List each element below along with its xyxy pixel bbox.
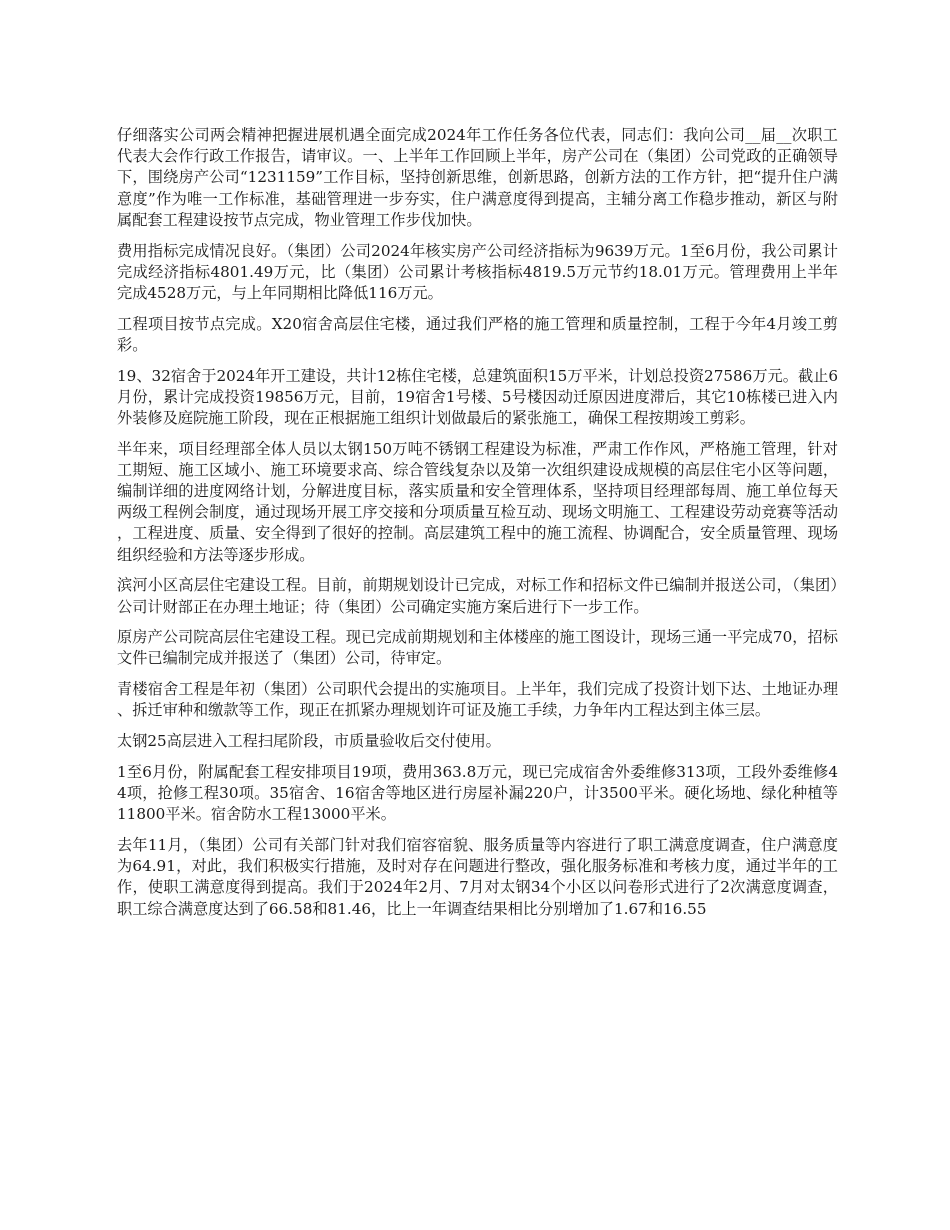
- paragraph-cost-indicators: 费用指标完成情况良好。（集团）公司2024年核实房产公司经济指标为9639万元。1至6月份，我公司累计完成经济指标4801.49万元，比（集团）公司累计考核指标4819.5万元节约18.01万元。管理费用上半年完成4528万元，与上年同期相比降低116万元。: [117, 241, 838, 302]
- paragraph-binhe-project: 滨河小区高层住宅建设工程。目前，前期规划设计已完成，对标工作和招标文件已编制并报送公司，（集团）公司计财部正在办理土地证；待（集团）公司确定实施方案后进行下一步工作。: [117, 576, 838, 616]
- paragraph-project-nodes: 工程项目按节点完成。X20宿舍高层住宅楼，通过我们严格的施工管理和质量控制，工程于今年4月竣工剪彩。: [117, 314, 838, 354]
- paragraph-taigang-25: 太钢25高层进入工程扫尾阶段，市质量验收后交付使用。: [117, 732, 501, 751]
- paragraph-project-management: 半年来，项目经理部全体人员以太钢150万吨不锈钢工程建设为标准，严肃工作作风，严格施工管理，针对工期短、施工区域小、施工环境要求高、综合管线复杂以及第一次组织建设成规模的高层住宅小区等问题，编制详细的进度网络计划，分解进度目标，落实质量和安全管理体系，坚持项目经理部每周、施工单位每天两级工程例会制度，通过现场开展工序交接和分项质量互检互动、现场文明施工、工程建设劳动竞赛等活动，工程进度、质量、安全得到了很好的控制。高层建筑工程中的施工流程、协调配合，安全质量管理、现场组织经验和方法等逐步形成。: [117, 439, 838, 564]
- paragraph-qinglou-project: 青楼宿舍工程是年初（集团）公司职代会提出的实施项目。上半年，我们完成了投资计划下达、土地证办理、拆迁审种和缴款等工作，现正在抓紧办理规划许可证及施工手续，力争年内工程达到主体三层。: [117, 680, 838, 720]
- document-body: [117, 125, 838, 929]
- paragraph-supporting-works: 1至6月份，附属配套工程安排项目19项，费用363.8万元，现已完成宿舍外委维修313项，工段外委维修44项，抢修工程30项。35宿舍、16宿舍等地区进行房屋补漏220户，计3500平米。硬化场地、绿化种植等11800平米。宿舍防水工程13000平米。: [117, 762, 838, 824]
- paragraph-satisfaction-survey: 去年11月，（集团）公司有关部门针对我们宿容宿貌、服务质量等内容进行了职工满意度调查，住户满意度为64.91，对此，我们积极实行措施，及时对存在问题进行整改，强化服务标准和考核力度，通过半年的工作，使职工满意度得到提高。我们于2024年2月、7月对太钢34个小区以问卷形式进行了2次满意度调查，职工综合满意度达到了66.58和81.46，比上一年调查结果相比分别增加了1.67和16.55: [117, 835, 838, 918]
- paragraph-dormitory-19-32: 19、32宿舍于2024年开工建设，共计12栋住宅楼，总建筑面积15万平米，计划总投资27586万元。截止6月份，累计完成投资19856万元，目前，19宿舍1号楼、5号楼因动迁原因进度滞后，其它10栋楼已进入内外装修及庭院施工阶段，现在正根据施工组织计划做最后的紧张施工，确保工程按期竣工剪彩。: [117, 366, 838, 427]
- paragraph-courtyard-project: 原房产公司院高层住宅建设工程。现已完成前期规划和主体楼座的施工图设计，现场三通一平完成70，招标文件已编制完成并报送了（集团）公司，待审定。: [117, 628, 838, 668]
- paragraph-opening: 仔细落实公司两会精神把握进展机遇全面完成2024年工作任务各位代表，同志们：我向公司__届__次职工代表大会作行政工作报告，请审议。一、上半年工作回顾上半年，房产公司在（集团）公司党政的正确领导下，围绕房产公司“1231159”工作目标，坚持创新思维，创新思路，创新方法的工作方针，把“提升住户满意度”作为唯一工作标准，基础管理进一步夯实，住户满意度得到提高，主辅分离工作稳步推动，新区与附属配套工程建设按节点完成，物业管理工作步伐加快。: [117, 126, 838, 229]
